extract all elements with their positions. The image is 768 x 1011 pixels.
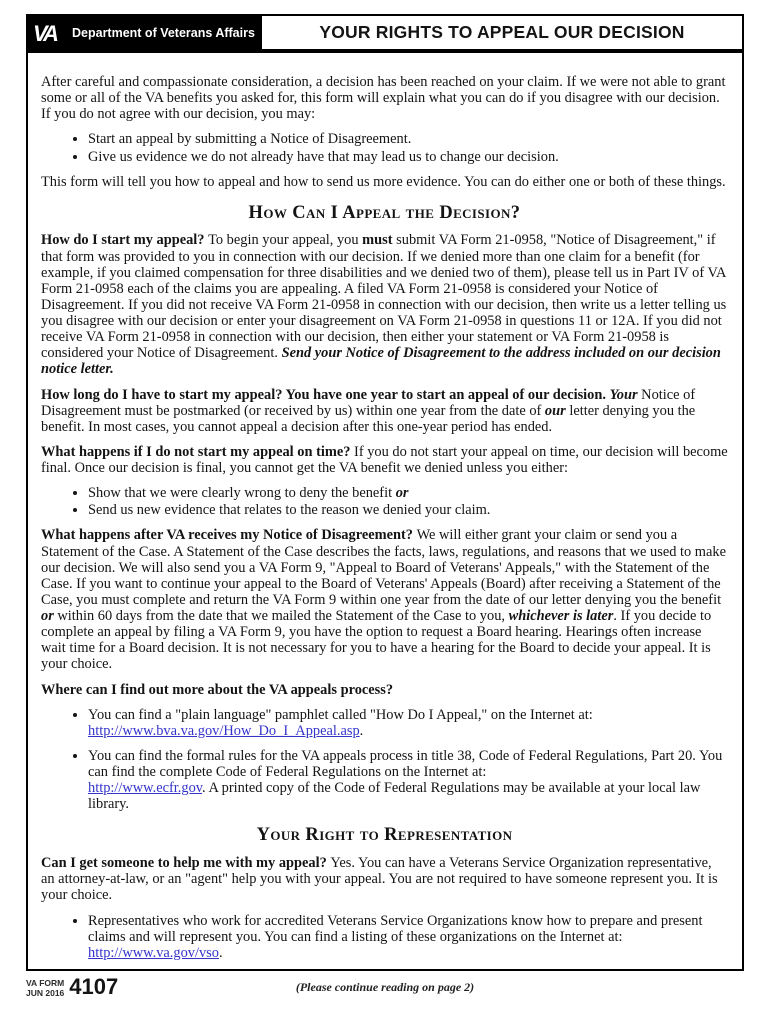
text-segment: within 60 days from the date that we mailed the Statement of the Case to you,: [53, 608, 509, 625]
how-long-paragraph: [41, 387, 728, 435]
form-footer: [26, 976, 744, 998]
list-item: [88, 748, 728, 813]
hyperlink[interactable]: http://www.ecfr.gov: [88, 780, 203, 797]
text-segment: or: [395, 485, 409, 502]
text-segment: .: [359, 722, 364, 739]
form-header: [26, 14, 744, 51]
va-logo-icon: [33, 20, 65, 46]
text-segment: To begin your appeal, you: [208, 232, 363, 249]
text-segment: Where can I find out more about the VA appeals process?: [41, 681, 394, 698]
form-number: 4107: [69, 974, 119, 999]
list-item: [88, 149, 728, 165]
text-segment: After careful and compassionate consideration, a decision has been reached on your claim. If we were not able to grant some or all of the VA benefits you asked for, this form will explain what you can do if you disagree with our decision. If you do not agree with our decision, you may:: [41, 74, 726, 123]
section-heading-representation: Your Right to Representation: [256, 825, 513, 846]
text-segment: or: [41, 608, 54, 625]
agency-name: Department of Veterans Affairs: [72, 25, 255, 40]
form-title-box: [260, 14, 744, 51]
find-out-more-bullet-list: [41, 707, 728, 813]
text-segment: submit VA Form 21-0958, "Notice of Disagreement," if that form was provided to you in connection with our decision. If we denied more than one claim for a benefit (for example, if you claimed compensation for three disabilities and we denied two of them), please tell us in Part IV of VA Form 21-0958 each of the claims you are appealing. A filed VA Form 21-0958 is considered your Notice of Disagreement. If you did not receive VA Form 21-0958 in connection with our decision, then write us a letter telling us you disagree with our decision or enter your disagreement on VA Form 21-0958 in questions 11 or 12A. If you did not receive VA Form 21-0958 in connection with our decision, then either your statement or VA Form 21-0958 is considered your Notice of Disagreement.: [41, 232, 727, 362]
text-segment: Give us evidence we do not already have that may lead us to change our decision.: [88, 148, 559, 165]
intro-closing-paragraph: [41, 174, 728, 190]
text-segment: We will either grant your claim or send you a Statement of the Case. A Statement of the Case describes the facts, laws, regulations, and reasons that we used to make our decision. We will also send you a VA Form 9, "Appeal to Board of Veterans' Appeals," with the Statement of the Case. If you want to continue your appeal to the Board of Veterans' Appeals (Board) after receiving a Statement of the Case, you must complete and return the VA Form 9 within one year from the date of our letter denying you the benefit: [41, 527, 726, 608]
text-segment: If you do not start your appeal on time, our decision will become final. Once our decision is final, you cannot get the VA benefit we denied unless you either:: [41, 443, 728, 477]
text-segment: How do I start my appeal?: [41, 232, 209, 249]
list-item: [88, 707, 728, 739]
text-segment: letter denying you the benefit. In most cases, you cannot appeal a decision after this one-year period has ended.: [41, 402, 696, 435]
text-segment: Send your Notice of Disagreement to the address included on our decision notice letter.: [41, 345, 721, 378]
page-title: YOUR RIGHTS TO APPEAL OUR DECISION: [319, 22, 685, 42]
text-segment: .: [218, 944, 223, 961]
text-segment: Yes. You can have a Veterans Service Organization representative, an attorney-at-law, or an "agent" help you with your appeal. You are not required to have someone represent you. It is your choice.: [41, 855, 718, 904]
on-time-paragraph: [41, 444, 728, 476]
text-segment: Your: [609, 386, 638, 403]
how-start-paragraph: [41, 232, 728, 377]
text-segment: How long do I have to start my appeal? You have one year to start an appeal of our decision.: [41, 386, 610, 403]
text-segment: This form will tell you how to appeal and how to send us more evidence. You can do either one or both of these things.: [41, 173, 726, 190]
text-segment: Start an appeal by submitting a Notice of Disagreement.: [88, 131, 412, 148]
text-segment: Can I get someone to help me with my appeal?: [41, 855, 331, 872]
section-heading-appeal: How Can I Appeal the Decision?: [248, 202, 521, 223]
hyperlink[interactable]: http://www.bva.va.gov/How_Do_I_Appeal.asp: [88, 722, 360, 739]
svg-text:VA: VA: [33, 20, 56, 46]
list-item: [88, 131, 728, 147]
after-nod-paragraph: [41, 527, 728, 672]
text-segment: You can find the formal rules for the VA appeals process in title 38, Code of Federal Regulations, Part 20. You can find the complete Code of Federal Regulations on the Internet at:: [88, 747, 723, 781]
text-segment: whichever is later: [508, 608, 614, 625]
list-item: [88, 913, 728, 961]
form-id: [26, 976, 118, 998]
text-segment: . If you decide to complete an appeal by filing a VA Form 9, you have the option to request a Board hearing. Hearings often increase wait time for a Board decision. It is not necessary for you to have a hearing for the Board to decide your appeal. It is your choice.: [41, 608, 712, 673]
text-segment: Show that we were clearly wrong to deny the benefit: [88, 485, 396, 502]
form-body: [26, 51, 744, 971]
text-segment: Representatives who work for accredited Veterans Service Organizations know how to prepare and present claims and will represent you. You can find a listing of these organizations on the Internet at:: [88, 912, 703, 945]
text-segment: What happens if I do not start my appeal on time?: [41, 443, 355, 460]
text-segment: You can find a "plain language" pamphlet called "How Do I Appeal," on the Internet at:: [88, 706, 593, 723]
va-logo-box: [26, 14, 260, 51]
text-segment: Send us new evidence that relates to the reason we denied your claim.: [88, 502, 491, 519]
hyperlink[interactable]: http://www.va.gov/vso: [88, 944, 219, 961]
list-item: [88, 502, 728, 518]
form-date: JUN 2016: [26, 988, 65, 999]
intro-bullet-list: [41, 131, 728, 164]
text-segment: . A printed copy of the Code of Federal Regulations may be available at your local law library.: [88, 780, 701, 813]
text-segment: our: [544, 402, 566, 419]
form-label: VA FORM: [26, 978, 65, 988]
representation-paragraph: [41, 855, 728, 903]
list-item: [88, 485, 728, 501]
text-segment: What happens after VA receives my Notice of Disagreement?: [41, 527, 417, 544]
intro-paragraph: [41, 74, 728, 122]
continue-note: (Please continue reading on page 2): [295, 980, 475, 994]
on-time-bullet-list: [41, 485, 728, 518]
representation-bullet-list: [41, 913, 728, 961]
form-label-stack: [26, 976, 64, 998]
text-segment: must: [362, 232, 393, 249]
find-out-more-question: [41, 682, 728, 698]
text-segment: Notice of Disagreement must be postmarked (or received by us) within one year from the date of: [41, 386, 696, 419]
